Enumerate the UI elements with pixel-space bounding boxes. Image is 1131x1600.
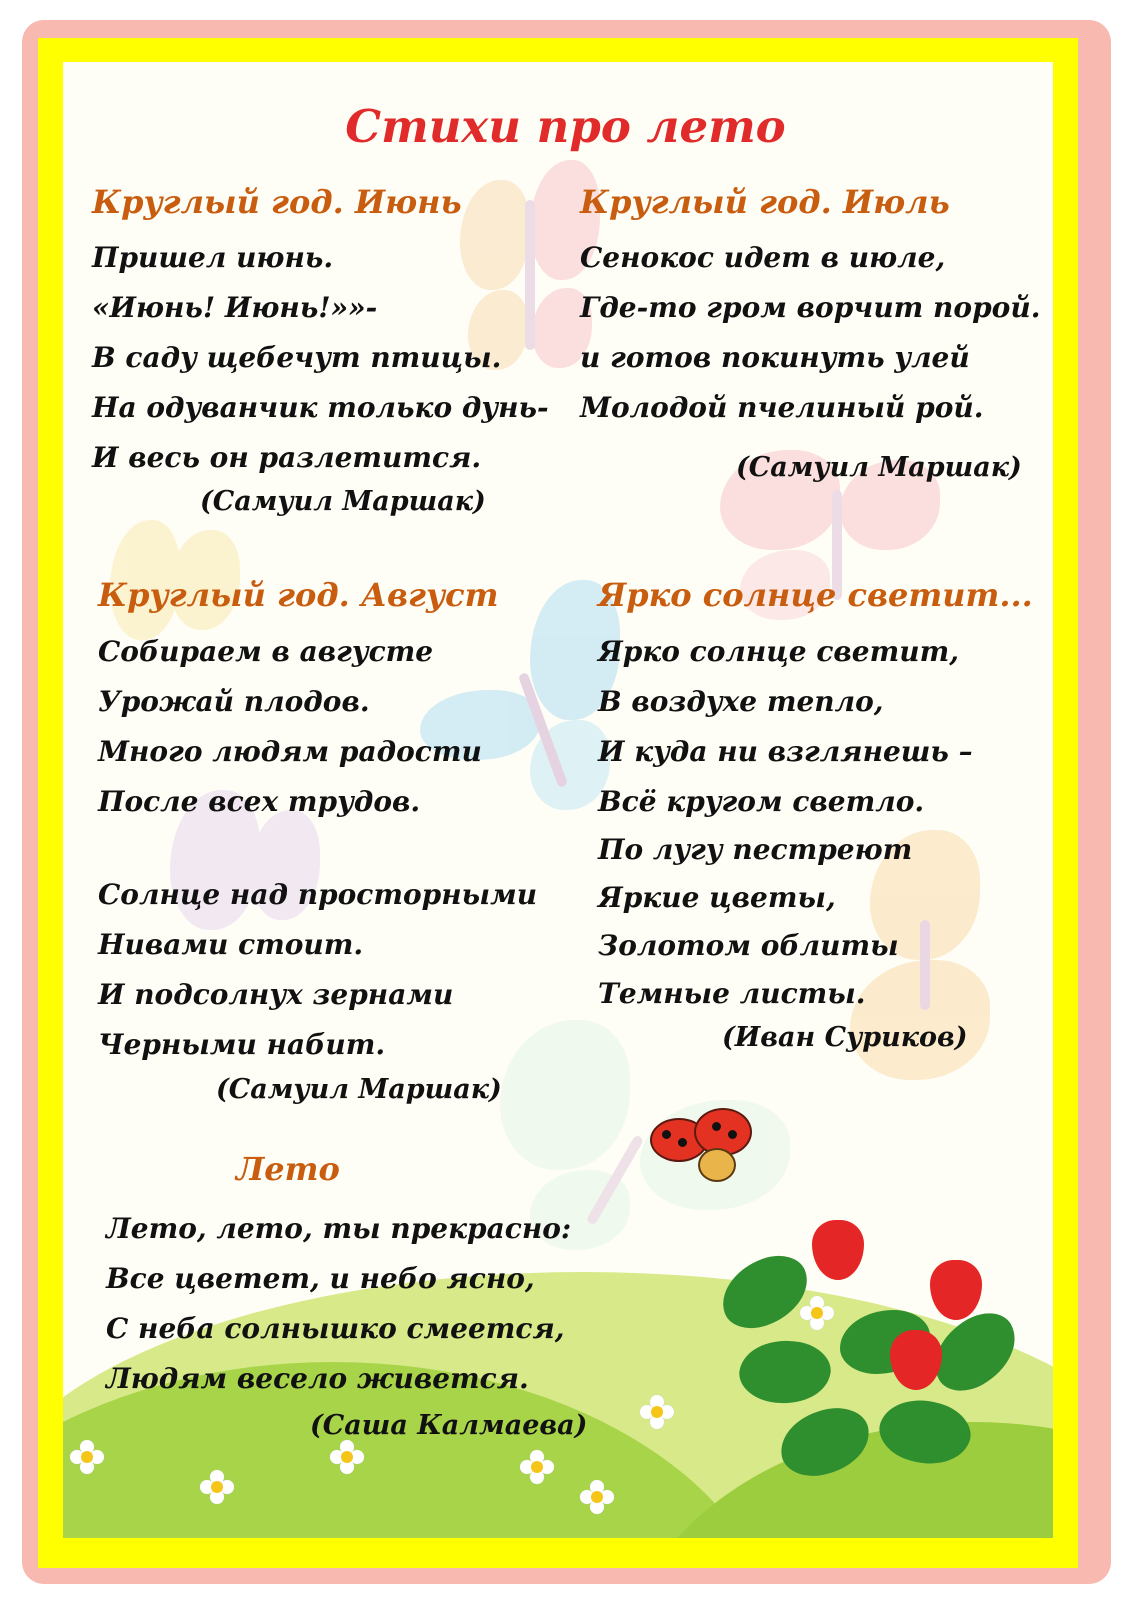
poem-author: (Самуил Маршак) [200, 486, 486, 517]
poem-author: (Самуил Маршак) [216, 1074, 502, 1105]
poem-title: Круглый год. Июнь [92, 183, 462, 221]
daisy-icon [800, 1296, 834, 1330]
poem-line: Сенокос идет в июле, [580, 241, 946, 274]
poem-title: Круглый год. Июль [580, 183, 950, 221]
poem-line: В саду щебечут птицы. [92, 341, 502, 374]
daisy-icon [520, 1450, 554, 1484]
daisy-icon [580, 1480, 614, 1514]
poem-author: (Саша Калмаева) [310, 1410, 588, 1441]
poem-line: Пришел июнь. [92, 241, 334, 274]
poem-line: В воздухе тепло, [598, 685, 884, 718]
poem-author: (Иван Суриков) [722, 1022, 968, 1053]
poem-author: (Самуил Маршак) [736, 452, 1022, 483]
poem-line: и готов покинуть улей [580, 341, 970, 374]
daisy-icon [200, 1470, 234, 1504]
poem-line: Лето, лето, ты прекрасно: [106, 1212, 572, 1245]
poem-line: Всё кругом светло. [598, 785, 925, 818]
poem-title: Ярко солнце светит... [598, 576, 1033, 614]
page-title: Стихи про лето [345, 100, 786, 153]
poem-line: «Июнь! Июнь!»»- [92, 291, 378, 324]
poem-line: По лугу пестреют [598, 833, 913, 866]
poem-line: Золотом облиты [598, 929, 899, 962]
poem-line: Где-то гром ворчит порой. [580, 291, 1041, 324]
poem-line: И подсолнух зернами [98, 978, 454, 1011]
poem-line: Много людям радости [98, 735, 482, 768]
poem-line: Все цветет, и небо ясно, [106, 1262, 535, 1295]
poem-line: Людям весело живется. [106, 1362, 529, 1395]
poem-line: Нивами стоит. [98, 928, 364, 961]
daisy-icon [640, 1395, 674, 1429]
poem-line: После всех трудов. [98, 785, 421, 818]
poem-line: Урожай плодов. [98, 685, 370, 718]
daisy-icon [330, 1440, 364, 1474]
strawberry-icon [812, 1220, 864, 1280]
strawberry-icon [890, 1330, 942, 1390]
poem-line: На одуванчик только дунь- [92, 391, 549, 424]
daisy-icon [70, 1440, 104, 1474]
strawberry-plant [720, 1200, 1030, 1500]
poem-title: Круглый год. Август [98, 576, 499, 614]
poem-line: Молодой пчелиный рой. [580, 391, 984, 424]
poem-line: Ярко солнце светит, [598, 635, 959, 668]
poem-line: Черными набит. [98, 1028, 386, 1061]
poem-line: Темные листы. [598, 977, 866, 1010]
poem-line: Солнце над просторными [98, 878, 538, 911]
poem-line: Собираем в августе [98, 635, 434, 668]
strawberry-icon [930, 1260, 982, 1320]
poem-line: Яркие цветы, [598, 881, 836, 914]
poem-line: С неба солнышко смеется, [106, 1312, 565, 1345]
poem-line: И куда ни взглянешь – [598, 735, 973, 768]
poem-line: И весь он разлетится. [92, 441, 482, 474]
poem-title: Лето [236, 1150, 340, 1188]
ladybug-icon [650, 1108, 750, 1188]
